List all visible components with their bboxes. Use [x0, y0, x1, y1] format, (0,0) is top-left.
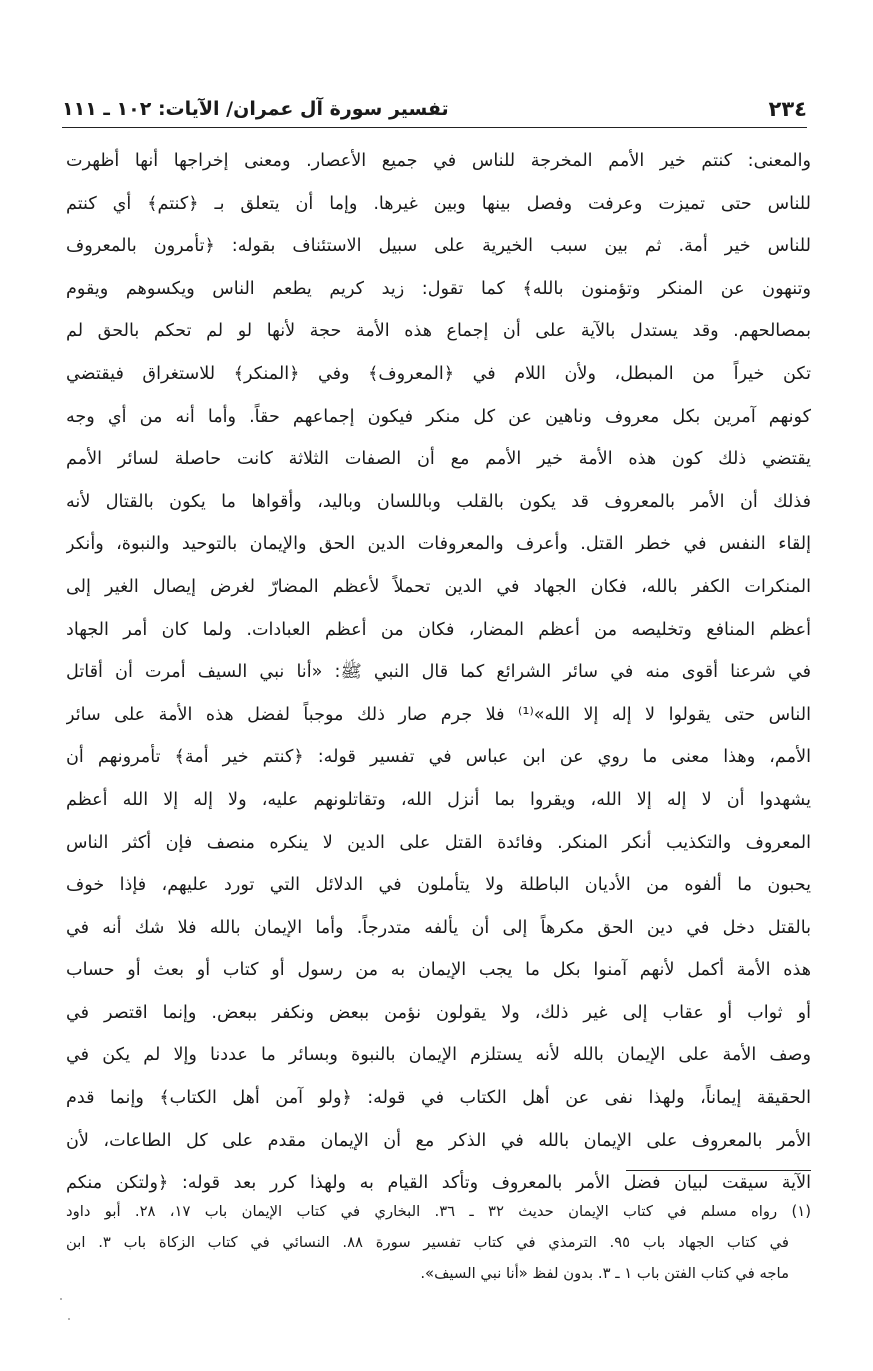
- text-line: فذلك أن الأمر بالمعروف قد يكون بالقلب وباللسان وباليد، وأقواها ما يكون بالقتال لأنه: [66, 491, 811, 512]
- text-line: والمعنى: كنتم خير الأمم المخرجة للناس في جميع الأعصار. ومعنى إخراجها أنها أظهرت: [66, 151, 811, 171]
- text-line: الآية سيقت لبيان فضل الأمر بالمعروف وتأكد القيام به ولهذا كرر بعد قوله: ﴿ولتكن منكم: [66, 1173, 811, 1194]
- text-line: إلقاء النفس في خطر القتل. وأعرف والمعروفات الدين الحق والإيمان بالتوحيد والنبوة، وأنكر: [66, 534, 811, 555]
- main-text: [66, 140, 811, 1205]
- footnote-line: ماجه في كتاب الفتن باب ١ ـ ٣. بدون لفظ «أنا نبي السيف».: [420, 1265, 789, 1282]
- text-line: تكن خيراً من المبطل، ولأن اللام في ﴿المعروف﴾ وفي ﴿المنكر﴾ للاستغراق فيقتضي: [66, 363, 811, 384]
- text-line: المعروف والتكذيب أنكر المنكر. وفائدة القتل على الدين لا ينكره منصف فإن أكثر الناس: [66, 832, 811, 853]
- footnote-divider: [626, 1170, 811, 1171]
- paper-speck: [68, 1318, 70, 1320]
- footnote-line: في كتاب الجهاد باب ٩٥. الترمذي في كتاب تفسير سورة ٨٨. النسائي في كتاب الزكاة باب ٣. ابن: [66, 1234, 789, 1251]
- header-divider: [62, 127, 807, 128]
- footnotes: [66, 1196, 811, 1289]
- text-line: أو ثواب أو عقاب إلى غير ذلك، ولا يقولون نؤمن ببعض ونكفر ببعض. وإنما اقتصر في: [66, 1002, 811, 1023]
- text-line: وصف الأمة على الإيمان بالله لأنه يستلزم الإيمان بالنبوة وبسائر ما عددنا وإلا لم يكن في: [66, 1045, 811, 1066]
- page-number: ٢٣٤: [768, 97, 807, 121]
- text-line: يقتضي ذلك كون هذه الأمة خير الأمم مع أن الصفات الثلاثة كانت حاصلة لسائر الأمم: [66, 449, 811, 470]
- text-line: الأمم، وهذا معنى ما روي عن ابن عباس في تفسير قوله: ﴿كنتم خير أمة﴾ تأمرونهم أن: [66, 747, 811, 768]
- paper-speck: [60, 1298, 62, 1300]
- text-line: أعظم المنافع وتخليصه من أعظم المضار، فكان من أعظم العبادات. ولما كان أمر الجهاد: [66, 619, 811, 640]
- running-title: تفسير سورة آل عمران/ الآيات: ١٠٢ ـ ١١١: [62, 98, 449, 120]
- text-line: يحبون ما ألفوه من الأديان الباطلة ولا يتأملون في الدلائل التي تورد عليهم، فإذا خوف: [66, 875, 811, 896]
- text-line: للناس حتى تميزت وعرفت وفصل بينها وبين غيرها. وإما أن يتعلق بـ ﴿كنتم﴾ أي كنتم: [66, 193, 811, 214]
- text-line: المنكرات الكفر بالله، فكان الجهاد في الدين تحملاً لأعظم المضارّ لغرض إيصال الغير إلى: [66, 576, 811, 597]
- text-line: وتنهون عن المنكر وتؤمنون بالله﴾ كما تقول: زيد كريم يطعم الناس ويكسوهم ويقوم: [66, 278, 811, 299]
- text-line: بالقتل دخل في دين الحق مكرهاً إلى أن يألفه متدرجاً. وأما الإيمان بالله فلا شك أنه في: [66, 917, 811, 938]
- text-line: للناس خير أمة. ثم بين سبب الخيرية على سبيل الاستئناف بقوله: ﴿تأمرون بالمعروف: [66, 236, 811, 257]
- page-header: [62, 84, 807, 124]
- text-line: الأمر بالمعروف على الإيمان بالله في الذكر مع أن الإيمان مقدم على كل الطاعات، لأن: [66, 1130, 811, 1151]
- text-line: كونهم آمرين بكل معروف وناهين عن كل منكر فيكون إجماعهم حقاً. وأما أنه من أي وجه: [66, 406, 811, 427]
- footnote-line: (١) رواه مسلم في كتاب الإيمان حديث ٣٢ ـ ٣٦. البخاري في كتاب الإيمان باب ١٧، ٢٨. أبو داود: [66, 1203, 811, 1220]
- text-line: بمصالحهم. وقد يستدل بالآية على أن إجماع هذه الأمة حجة لأنها لو لم تحكم بالحق لم: [66, 321, 811, 342]
- text-line: هذه الأمة أكمل لأنهم آمنوا بكل ما يجب الإيمان به من رسول أو كتاب أو بعث أو حساب: [66, 960, 811, 981]
- text-line: في شرعنا أقوى منه في سائر الشرائع كما قال النبي ﷺ: «أنا نبي السيف أمرت أن أقاتل: [66, 662, 811, 683]
- text-line: يشهدوا أن لا إله إلا الله، ويقروا بما أنزل الله، وتقاتلونهم عليه، ولا إله إلا الله أعظم: [66, 789, 811, 810]
- text-line: الحقيقة إيماناً، ولهذا نفى عن أهل الكتاب في قوله: ﴿ولو آمن أهل الكتاب﴾ وإنما قدم: [66, 1088, 811, 1109]
- text-line: الناس حتى يقولوا لا إله إلا الله»⁽¹⁾ فلا جرم صار ذلك موجباً لفضل هذه الأمة على سائر: [66, 704, 811, 725]
